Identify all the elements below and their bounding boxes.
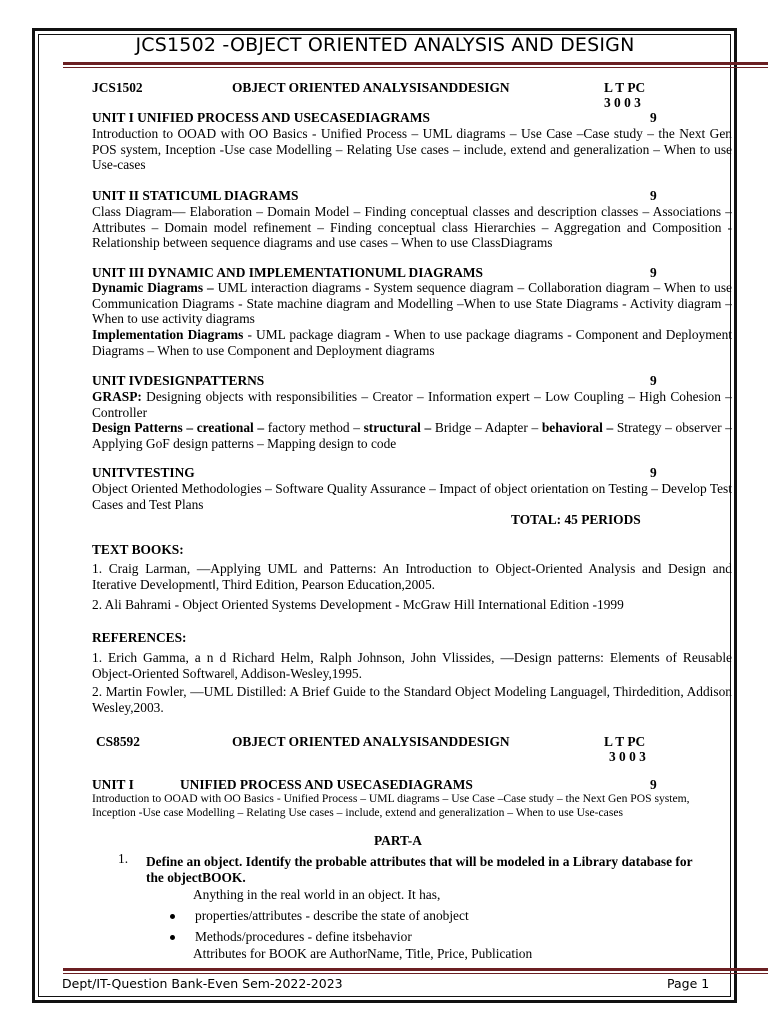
behavioral-label: behavioral – bbox=[541, 420, 614, 435]
footer-rule-thick bbox=[63, 968, 768, 971]
textbook-1: 1. Craig Larman, ―Applying UML and Patterns: An Introduction to Object-Oriented Analysis and Design and Iterative Development‖, Third Edition, Pearson Education,2005. bbox=[92, 561, 732, 592]
unit-4-title: UNIT IVDESIGNPATTERNS bbox=[92, 373, 265, 388]
unit-5-hours: 9 bbox=[650, 465, 657, 480]
unit-1-body: Introduction to OOAD with OO Basics - Unified Process – UML diagrams – Use Case –Case study – the Next Gen POS system, Inception -Use case Modelling – Relating Use cases – include, extend and generalization – When to use Use-cases bbox=[92, 126, 732, 173]
grasp-label: GRASP: bbox=[92, 389, 142, 404]
ltpc-values: 3 0 0 3 bbox=[604, 95, 641, 110]
footer-rule-thin bbox=[63, 973, 768, 974]
dynamic-diagrams-label: Dynamic Diagrams – bbox=[92, 280, 214, 295]
unit-1-title: UNIT I UNIFIED PROCESS AND USECASEDIAGRAMS bbox=[92, 110, 430, 125]
course-2-unit-title: UNIFIED PROCESS AND USECASEDIAGRAMS bbox=[180, 777, 473, 792]
unit-4-hours: 9 bbox=[650, 373, 657, 388]
course-2-ltpc-label: L T PC bbox=[604, 734, 646, 749]
unit-4-paragraph-2 bbox=[92, 420, 732, 451]
dynamic-diagrams-text: UML interaction diagrams - System sequence diagram – Collaboration diagram – When to use Communication Diagrams - State machine diagram and Modelling –When to use State Diagrams - Activity diagram – When to use activity diagrams bbox=[92, 280, 732, 327]
implementation-diagrams-text: - UML package diagram - When to use package diagrams - Component and Deployment Diagrams – When to use Component and Deployment diagrams bbox=[92, 327, 732, 358]
answer-bullet-1-text: properties/attributes - describe the state of anobject bbox=[195, 908, 469, 923]
unit-4-paragraph-1 bbox=[92, 389, 732, 420]
design-patterns-label: Design Patterns – creational – bbox=[92, 420, 265, 435]
header-rule-thick bbox=[63, 62, 768, 65]
page-header-title: JCS1502 -OBJECT ORIENTED ANALYSIS AND DESIGN bbox=[135, 34, 635, 56]
course-2-unit-body: Introduction to OOAD with OO Basics - Unified Process – UML diagrams – Use Case –Case study – the Next Gen POS system, Inception -Use case Modelling – Relating Use cases – include, extend and generalization – When to use Use-cases bbox=[92, 792, 690, 819]
course-2-name: OBJECT ORIENTED ANALYSISANDDESIGN bbox=[232, 734, 510, 749]
unit-3-paragraph-2 bbox=[92, 327, 732, 358]
reference-1: 1. Erich Gamma, a n d Richard Helm, Ralph Johnson, John Vlissides, ―Design patterns: Elements of Reusable Object-Oriented Software‖, Addison-Wesley,1995. bbox=[92, 650, 732, 681]
question-number: 1. bbox=[118, 851, 129, 866]
unit-1-hours: 9 bbox=[650, 110, 657, 125]
course-2-unit-label: UNIT I bbox=[92, 777, 134, 792]
references-heading: REFERENCES: bbox=[92, 630, 187, 645]
ltpc-label: L T PC bbox=[604, 80, 646, 95]
design-patterns-text-3: Strategy – observer –Applying GoF design patterns – Mapping design to code bbox=[92, 420, 732, 451]
reference-2: 2. Martin Fowler, ―UML Distilled: A Brief Guide to the Standard Object Modeling Language‖, Thirdedition, Addison Wesley,2003. bbox=[92, 684, 732, 715]
unit-2-hours: 9 bbox=[650, 188, 657, 203]
question-text: Define an object. Identify the probable attributes that will be modeled in a Library database for the objectBOOK. bbox=[146, 854, 693, 885]
bullet-icon bbox=[170, 935, 175, 940]
header-rule-thin bbox=[63, 67, 768, 68]
answer-bullet-2-text: Methods/procedures - define itsbehavior bbox=[195, 929, 412, 944]
unit-5-body: Object Oriented Methodologies – Software Quality Assurance – Impact of object orientation on Testing – Develop Test Cases and Test Plans bbox=[92, 481, 732, 512]
total-periods: TOTAL: 45 PERIODS bbox=[511, 512, 641, 527]
textbooks-heading: TEXT BOOKS: bbox=[92, 542, 184, 557]
unit-2-body: Class Diagram–– Elaboration – Domain Model – Finding conceptual classes and description classes – Associations – Attributes – Domain model refinement – Finding conceptual class Hierarchies – Aggregation and Composition - Relationship between sequence diagrams and use cases – When to use ClassDiagrams bbox=[92, 204, 732, 251]
design-patterns-text-2: Bridge – Adapter – bbox=[431, 420, 542, 435]
textbook-2: 2. Ali Bahrami - Object Oriented Systems Development - McGraw Hill International Edition -1999 bbox=[92, 597, 624, 612]
course-2-ltpc-values: 3 0 0 3 bbox=[609, 749, 646, 764]
structural-label: structural – bbox=[363, 420, 432, 435]
answer-end: Attributes for BOOK are AuthorName, Title, Price, Publication bbox=[193, 946, 533, 961]
grasp-text: Designing objects with responsibilities – Creator – Information expert – Low Coupling – High Cohesion – Controller bbox=[92, 389, 732, 420]
unit-3-hours: 9 bbox=[650, 265, 657, 280]
answer-intro: Anything in the real world in an object. It has, bbox=[193, 887, 441, 902]
footer-dept: Dept/IT-Question Bank-Even Sem-2022-2023 bbox=[62, 976, 343, 991]
unit-2-title: UNIT II STATICUML DIAGRAMS bbox=[92, 188, 299, 203]
footer-page-number: Page 1 bbox=[667, 976, 710, 991]
course-2-code: CS8592 bbox=[96, 734, 140, 749]
bullet-icon bbox=[170, 914, 175, 919]
unit-5-title: UNITVTESTING bbox=[92, 465, 195, 480]
course-code: JCS1502 bbox=[92, 80, 143, 95]
part-a-heading: PART-A bbox=[374, 833, 422, 848]
implementation-diagrams-label: Implementation Diagrams bbox=[92, 327, 244, 342]
unit-3-paragraph-1 bbox=[92, 280, 732, 327]
course-name: OBJECT ORIENTED ANALYSISANDDESIGN bbox=[232, 80, 510, 95]
design-patterns-text-1: factory method – bbox=[264, 420, 364, 435]
unit-3-title: UNIT III DYNAMIC AND IMPLEMENTATIONUML DIAGRAMS bbox=[92, 265, 483, 280]
course-2-unit-hours: 9 bbox=[650, 777, 657, 792]
